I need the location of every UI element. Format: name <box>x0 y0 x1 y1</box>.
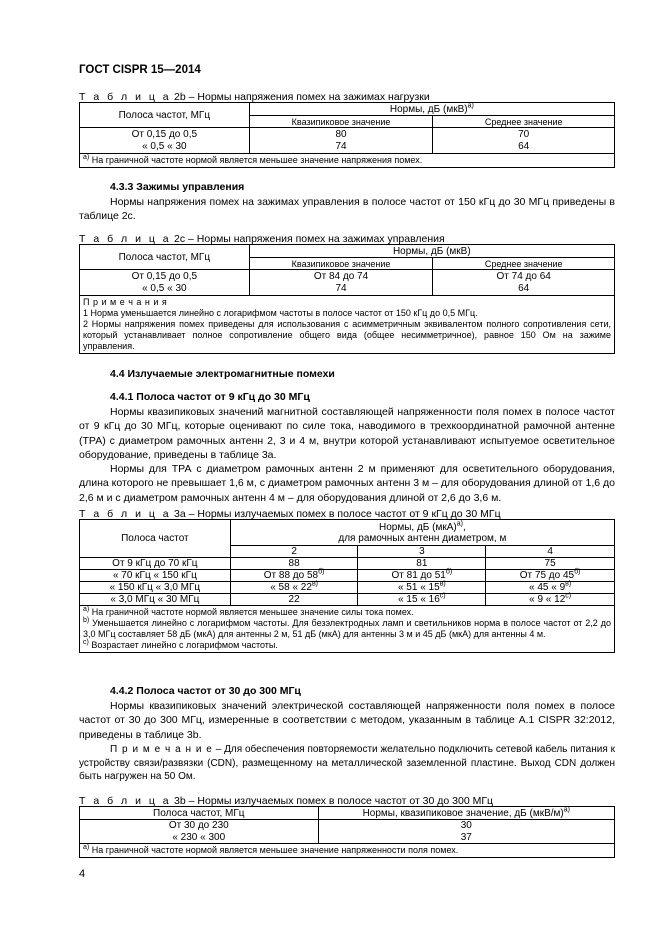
col-header-norms: Нормы, дБ (мкА)$^{а)}$, для рамочных антенн диаметром, м <box>230 520 614 546</box>
section-4-3-3-text: Нормы напряжения помех на зажимах управления в полосе частот от 150 кГц до 30 МГц приведены в таблице 2с. <box>79 196 615 223</box>
table-row: « 0,5 « 30 74 64 <box>80 141 615 154</box>
footnote-c: $^{с)}$ Возрастает линейно с логарифмом частоты. <box>83 639 278 650</box>
section-4-3-3-title: 4.3.3 Зажимы управления <box>110 181 245 193</box>
col-header-freq: Полоса частот, МГц <box>80 807 319 820</box>
table-2b <box>79 102 615 168</box>
document-header: ГОСТ CISPR 15—2014 <box>79 64 201 76</box>
table-row: « 150 кГц « 3,0 МГц « 58 « $22^{в)}$ « 51 « $15^{в)}$ « 45 « $9^{в)}$ <box>80 582 615 594</box>
table-3b-caption: Т а б л и ц а 3b – Нормы излучаемых помех в полосе частот от 30 до 300 МГц <box>79 795 494 807</box>
table-notes <box>80 296 615 354</box>
section-4-4-2-note: П р и м е ч а н и е – Для обеспечения повторяемости желательно подключить сетевой кабель питания к устройству связи/развязки (CDN), размещенному на металлической заземленной пластине. Выход CDN должен быть нагружен на 50 Ом. <box>79 744 615 782</box>
table-footnote: $^{а)}$ На граничной частоте нормой является меньшее значение напряжения помех. <box>80 154 615 168</box>
col-header-freq: Полоса частот, МГц <box>80 245 250 270</box>
table-row: От 0,15 до 0,5 80 70 <box>80 128 615 141</box>
table-row: От 30 до 230 30 <box>80 820 615 832</box>
table-row: От 9 кГц до 70 кГц 88 81 75 <box>80 558 615 570</box>
table-row: « 70 кГц « 150 кГц От 88 до $58^{б)}$ От 81 до $51^{б)}$ От 75 до $45^{б)}$ <box>80 570 615 582</box>
section-4-4-2-p1: Нормы квазипиковых значений электрической составляющей напряженности поля помех в полосе частот от 30 до 300 МГц, измеренные в соответствии с методом, указанным в таблице А.1 CISPR 32:2012, приведены в таблице 3b. <box>79 700 615 741</box>
table-3b <box>79 806 615 858</box>
table-2c <box>79 244 615 354</box>
col-header-norms: Нормы, дБ (мкВ) <box>249 245 614 258</box>
col-header-qp: Квазипиковое значение <box>249 258 433 270</box>
col-header-norms: Нормы, дБ (мкВ)$^{а)}$ <box>249 103 614 116</box>
col-header-avg: Среднее значение <box>433 116 615 128</box>
table-3a: Полоса частот Нормы, дБ (мкА)$^{а)}$, для рамочных антенн диаметром, м 2 3 4 От 9 кГц до 70 кГц 88 81 75 « 70 кГц « 150 кГц От 88 до $58^{б)}$ От 81 до $51^{б)}$ От 75 до $45^{б)}$ « 150 кГц « 3,0 МГц « 58 « $22^{в)}$ « 51 « $15^{в)}$ « 45 « $9^{в)}$ « 3,0 МГц « 30 МГц 22 « 15 « $16^{с)}$ « 9 « $12^{с)}$ $^{а)}$ На граничной частоте нормой является меньшее значение силы тока помех. $^{b)}$ Уменьшается линейно с логарифмом частоты. Для безэлектродных ламп и светильников норма в полосе частот от 2,2 до 3,0 МГц составляет 58 дБ (мкА) для антенны 2 м, 51 дБ (мкА) для антенны 3 м и 45 дБ (мкА) для антенны 4 м. $^{с)}$ Возрастает линейно с логарифмом частоты. <box>79 519 615 653</box>
note-1: 1 Норма уменьшается линейно с логарифмом частоты в полосе частот от 150 кГц до 0,5 МГц. <box>83 308 478 318</box>
table-footnote: $^{а)}$ На граничной частоте нормой является меньшее значение напряженности поля помех. <box>80 844 615 858</box>
table-3a-caption: Т а б л и ц а 3а – Нормы излучаемых помех в полосе частот от 9 кГц до 30 МГц <box>79 508 501 520</box>
page-number: 4 <box>79 868 86 880</box>
table-footnotes <box>80 606 615 653</box>
col-header-qp: Квазипиковое значение <box>249 116 433 128</box>
footnote-b: $^{b)}$ Уменьшается линейно с логарифмом частоты. Для безэлектродных ламп и светильников норма в полосе частот от 2,2 до 3,0 МГц составляет 58 дБ (мкА) для антенны 2 м, 51 дБ (мкА) для антенны 3 м и 45 дБ (мкА) для антенны 4 м. <box>83 617 611 639</box>
col-header-avg: Среднее значение <box>433 258 615 270</box>
col-header-freq: Полоса частот, МГц <box>80 103 250 128</box>
notes-title: П р и м е ч а н и я <box>83 297 168 307</box>
section-4-4-title: 4.4 Излучаемые электромагнитные помехи <box>110 368 335 380</box>
note-2: 2 Нормы напряжения помех приведены для использования с асимметричным эквивалентом полного сопротивления сети, который устанавливает полное сопротивление общего вида (общее несимметричное), равное 150 Ом на зажиме управления. <box>83 319 611 351</box>
table-row: От 0,15 до 0,5 От 84 до 74 От 74 до 64 <box>80 270 615 283</box>
table-row: « 230 « 300 37 <box>80 832 615 844</box>
table-row: « 0,5 « 30 74 64 <box>80 283 615 296</box>
col-header-band: Полоса частот <box>80 520 231 558</box>
table-2b-caption: Т а б л и ц а 2b – Нормы напряжения помех на зажимах нагрузки <box>79 91 430 103</box>
table-row: « 3,0 МГц « 30 МГц 22 « 15 « $16^{с)}$ « 9 « $12^{с)}$ <box>80 594 615 606</box>
section-4-4-2-title: 4.4.2 Полоса частот от 30 до 300 МГц <box>110 685 301 697</box>
section-4-4-1-p1: Нормы квазипиковых значений магнитной составляющей напряженности поля помех в полосе частот от 9 кГц до 30 МГц, которые оценивают по силе тока, наводимого в трехкоординатной рамочной антенне (ТРА) с диаметром рамочных антенн 2, 3 и 4 м, внутри которой устанавливают испытуемое осветительное оборудование, приведены в таблице 3а. <box>79 406 615 461</box>
table-2c-caption: Т а б л и ц а 2с – Нормы напряжения помех на зажимах управления <box>79 233 445 245</box>
section-4-4-1-title: 4.4.1 Полоса частот от 9 кГц до 30 МГц <box>110 391 310 403</box>
footnote-a: $^{а)}$ На граничной частоте нормой является меньшее значение силы тока помех. <box>83 606 414 617</box>
col-header-norms: Нормы, квазипиковое значение, дБ $(мкВ/м)^{а)}$ <box>318 807 614 820</box>
section-4-4-1-p2: Нормы для ТРА с диаметром рамочных антенн 2 м применяют для осветительного оборудования, длина которого не превышает 1,6 м, с диаметром рамочных антенн 3 м – для оборудования длиной от 1,6 до 2,6 м и с диаметром рамочных антенн 4 м – для оборудования длиной от 2,6 до 3,6 м. <box>79 463 615 504</box>
